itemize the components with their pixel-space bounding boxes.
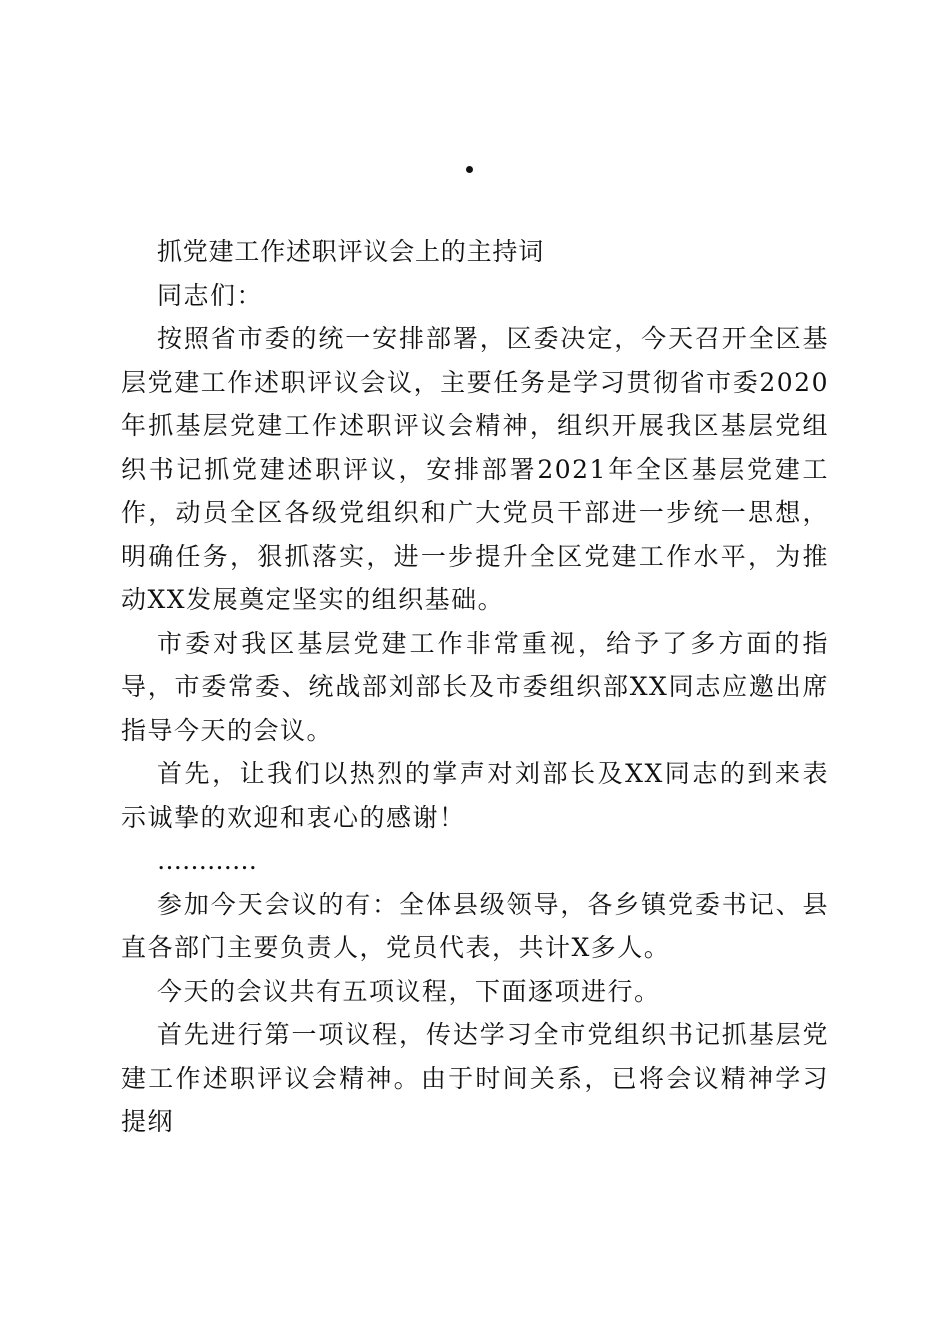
paragraph-4: 参加今天会议的有：全体县级领导，各乡镇党委书记、县直各部门主要负责人，党员代表，共计X多人。 <box>121 889 829 962</box>
header-bullet-dot <box>466 166 473 173</box>
paragraph-3: 首先，让我们以热烈的掌声对刘部长及XX同志的到来表示诚挚的欢迎和衷心的感谢！ <box>121 759 829 832</box>
salutation: 同志们： <box>157 280 264 310</box>
paragraph-5: 今天的会议共有五项议程，下面逐项进行。 <box>157 976 661 1006</box>
ellipsis-line: ………… <box>157 846 257 875</box>
document-body <box>121 230 829 1144</box>
document-title: 抓党建工作述职评议会上的主持词 <box>157 237 545 266</box>
paragraph-6: 首先进行第一项议程，传达学习全市党组织书记抓基层党建工作述职评议会精神。由于时间关系，已将会议精神学习提纲 <box>121 1020 829 1136</box>
paragraph-2: 市委对我区基层党建工作非常重视，给予了多方面的指导，市委常委、统战部刘部长及市委组织部XX同志应邀出席指导今天的会议。 <box>121 628 829 745</box>
paragraph-1: 按照省市委的统一安排部署，区委决定，今天召开全区基层党建工作述职评议会议，主要任务是学习贯彻省市委2020年抓基层党建工作述职评议会精神，组织开展我区基层党组织书记抓党建述职评议，安排部署2021年全区基层党建工作，动员全区各级党组织和广大党员干部进一步统一思想，明确任务，狠抓落实，进一步提升全区党建工作水平，为推动XX发展奠定坚实的组织基础。 <box>121 324 829 614</box>
